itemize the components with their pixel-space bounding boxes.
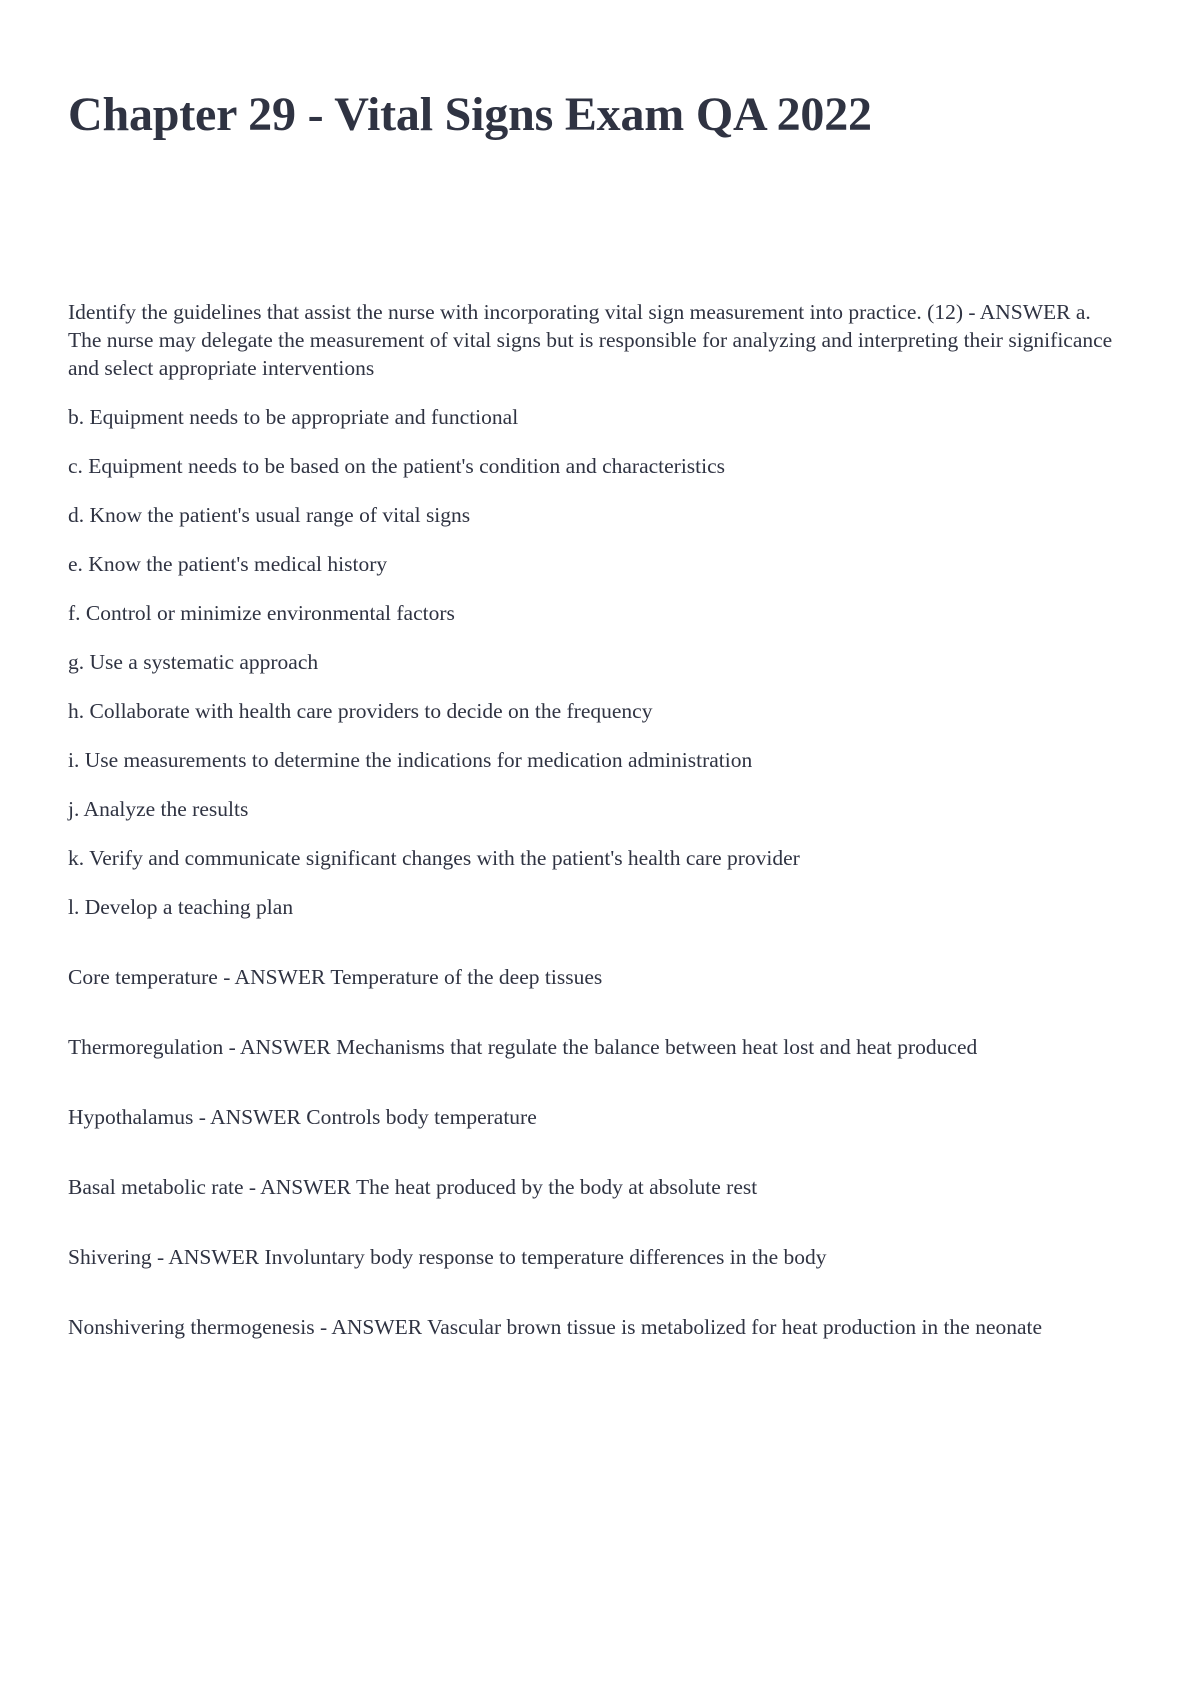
guideline-item: h. Collaborate with health care providers to decide on the frequency [68,699,653,723]
guideline-item: k. Verify and communicate significant changes with the patient's health care provider [68,846,800,870]
qa-entry: Core temperature - ANSWER Temperature of the deep tissues [68,965,603,989]
qa-entry: Thermoregulation - ANSWER Mechanisms that regulate the balance between heat lost and heat produced [68,1035,978,1059]
guideline-item: i. Use measurements to determine the indications for medication administration [68,748,753,772]
guideline-item: e. Know the patient's medical history [68,552,388,576]
guideline-item: g. Use a systematic approach [68,650,319,674]
guideline-item: c. Equipment needs to be based on the patient's condition and characteristics [68,454,726,478]
intro-question-paragraph: Identify the guidelines that assist the nurse with incorporating vital sign measurement into practice. (12) - ANSWER a. The nurse may delegate the measurement of vital signs but is responsible for analyzing and interpreting their significance and select appropriate interventions [68,300,1113,380]
guideline-item: b. Equipment needs to be appropriate and functional [68,405,519,429]
document-body [68,298,1118,1341]
guideline-item: j. Analyze the results [68,797,249,821]
qa-entry: Hypothalamus - ANSWER Controls body temperature [68,1105,537,1129]
qa-entry: Basal metabolic rate - ANSWER The heat produced by the body at absolute rest [68,1175,758,1199]
guideline-item: d. Know the patient's usual range of vital signs [68,503,471,527]
guideline-item: l. Develop a teaching plan [68,895,294,919]
guideline-item: f. Control or minimize environmental factors [68,601,455,625]
qa-entry: Nonshivering thermogenesis - ANSWER Vascular brown tissue is metabolized for heat production in the neonate [68,1315,1043,1339]
document-title: Chapter 29 - Vital Signs Exam QA 2022 [68,88,872,141]
qa-entry: Shivering - ANSWER Involuntary body response to temperature differences in the body [68,1245,827,1269]
